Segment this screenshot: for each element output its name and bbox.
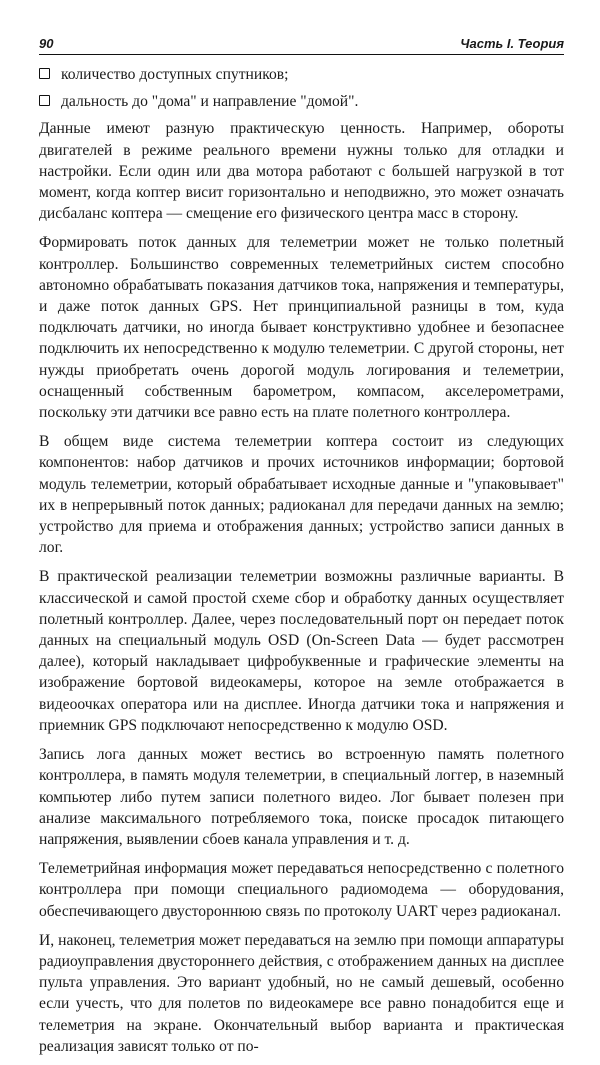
checkbox-bullet-icon: [39, 95, 50, 106]
page-body: [39, 64, 564, 1057]
running-title: Часть I. Теория: [460, 36, 564, 51]
paragraph-radio-modem: Телеметрийная информация может передаваться непосредственно с полетного контроллера при помощи специального радиомодема — оборудования, обеспечивающего двустороннюю связь по протоколу UART через радиоканал.: [39, 860, 564, 920]
paragraph-telemetry-stream: Формировать поток данных для телеметрии может не только полетный контроллер. Большинство современных телеметрийных систем способно автономно обрабатывать показания датчиков тока, напряжения и температуры, и даже поток данных GPS. Нет принципиальной разницы в том, куда подключать датчики, но иногда бывает конструктивно удобнее и безопаснее подключить их непосредственно к модулю телеметрии. С другой стороны, нет нужды приобретать очень дорогой модуль логирования и телеметрии, оснащенный собственным барометром, компасом, акселерометрами, поскольку эти датчики все равно есть на плате полетного контроллера.: [39, 234, 564, 422]
list-item: [39, 91, 564, 112]
list-item: [39, 64, 564, 85]
running-header: [39, 36, 564, 55]
paragraph-system-components: В общем виде система телеметрии коптера состоит из следующих компонентов: набор датчиков и прочих источников информации; бортовой модуль телеметрии, который обрабатывает исходные данные и "упаковывает" их в непрерывный поток данных; радиоканал для передачи данных на землю; устройство для приема и отображения данных; устройство записи данных в лог.: [39, 433, 564, 557]
checkbox-bullet-icon: [39, 68, 50, 79]
book-page: [39, 36, 564, 1065]
paragraph-two-way-radio: И, наконец, телеметрия может передаваться на землю при помощи аппаратуры радиоуправления двустороннего действия, с отображением данных на дисплее пульта управления. Это вариант удобный, но не самый дешевый, особенно если учесть, что для полетов по видеокамере все равно понадобится еще и телеметрия на экране. Окончательный выбор варианта и практическая реализация зависят только от по-: [39, 931, 564, 1055]
paragraph-practical-implementation: В практической реализации телеметрии возможны различные варианты. В классической и самой простой схеме сбор и обработку данных осуществляет полетный контроллер. Далее, через последовательный порт он передает поток данных на специальный модуль OSD (On-Screen Data — будет рассмотрен далее), который накладывает цифробуквенные и графические элементы на изображение бортовой видеокамеры, которое на земле отображается в видеоочках оператора или на дисплее. Иногда датчики тока и напряжения и приемник GPS подключают непосредственно к модулю OSD.: [39, 568, 564, 734]
bullet-list: [39, 64, 564, 112]
list-item-text: дальность до "дома" и направление "домой".: [61, 93, 359, 111]
page-number: 90: [39, 36, 54, 51]
paragraph-data-logging: Запись лога данных может вестись во встроенную память полетного контроллера, в память модуля телеметрии, в специальный логгер, в наземный компьютер либо путем записи полетного видео. Лог бывает полезен при анализе максимального потребляемого тока, поиске просадок питающего напряжения, выявлении сбоев канала управления и т. д.: [39, 746, 564, 848]
paragraph-data-value: Данные имеют разную практическую ценность. Например, обороты двигателей в режиме реального времени нужны только для отладки и настройки. Если один или два мотора работают с большей нагрузкой в тот момент, когда коптер висит горизонтально и неподвижно, это может означать дисбаланс коптера — смещение его физического центра масс в сторону.: [39, 120, 564, 223]
list-item-text: количество доступных спутников;: [61, 66, 289, 83]
